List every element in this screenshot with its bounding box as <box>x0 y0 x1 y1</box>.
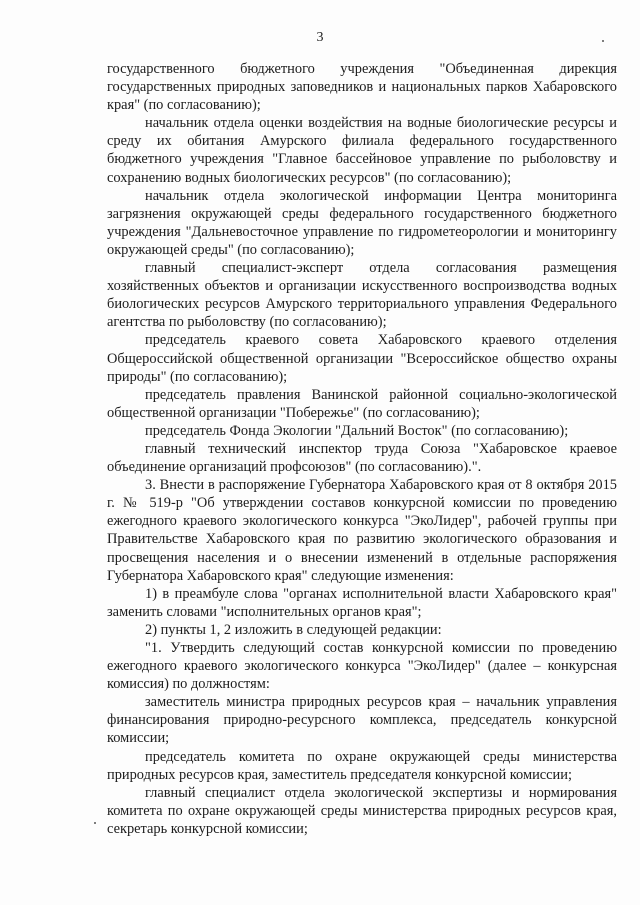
paragraph-labor-inspector: главный технический инспектор труда Союза "Хабаровское краевое объединение организаций профсоюзов" (по согласованию).". <box>107 440 617 476</box>
paragraph-poberezhye-chair: председатель правления Ванинской районной социально-экологической общественной организации "Побережье" (по согласованию); <box>107 386 617 421</box>
paragraph-fisheries-specialist: главный специалист-эксперт отдела согласования размещения хозяйственных объектов и организации искусственного воспроизводства водных биологических ресурсов Амурского территориального управления Федерального агентства по рыболовству (по согласованию); <box>107 260 617 331</box>
scan-speck <box>94 822 96 824</box>
paragraph-far-east-fund-chair: председатель Фонда Экологии "Дальний Восток" (по согласованию); <box>145 422 569 439</box>
paragraph-nature-society-chair: председатель краевого совета Хабаровского краевого отделения Общероссийской общественной организации "Всероссийское общество охраны природы" (по согласованию); <box>107 332 617 385</box>
paragraph-subitem-2: 2) пункты 1, 2 изложить в следующей редакции: <box>145 621 442 638</box>
scan-speck <box>602 40 604 42</box>
page-number: 3 <box>316 30 324 45</box>
paragraph-amur-branch-head: начальник отдела оценки воздействия на водные биологические ресурсы и среду их обитания Амурского филиала федерального государственного бюджетного учреждения "Главное бассейновое управление по рыболовству и сохранению водных биологических ресурсов" (по согласованию); <box>107 115 617 186</box>
document-body <box>107 60 617 838</box>
paragraph-commission-secretary: главный специалист отдела экологической экспертизы и нормирования комитета по охране окружающей среды министерства природных ресурсов края, секретарь конкурсной комиссии; <box>107 784 617 837</box>
paragraph-continuation: государственного бюджетного учреждения "Объединенная дирекция государственных природных заповедников и национальных парков Хабаровского края" (по согласованию); <box>107 61 617 114</box>
paragraph-item-3: 3. Внести в распоряжение Губернатора Хабаровского края от 8 октября 2015 г. № 519-р "Об утверждении составов конкурсной комиссии по проведению ежегодного краевого экологического конкурса "ЭкоЛидер", рабочей группы при Правительстве Хабаровского края по развитию экологического образования и просвещения населения и о внесении изменений в отдельные распоряжения Губернатора Хабаровского края" следующие изменения: <box>107 477 617 584</box>
paragraph-commission-composition: "1. Утвердить следующий состав конкурсной комиссии по проведению ежегодного краевого экологического конкурса "ЭкоЛидер" (далее – конкурсная комиссия) по должностям: <box>107 640 617 693</box>
paragraph-monitoring-center-head: начальник отдела экологической информации Центра мониторинга загрязнения окружающей среды федерального государственного бюджетного учреждения "Дальневосточное управление по гидрометеорологии и мониторингу окружающей среды" (по согласованию); <box>107 187 617 258</box>
paragraph-commission-chair: заместитель министра природных ресурсов края – начальник управления финансирования природно-ресурсного комплекса, председатель конкурсной комиссии; <box>107 694 617 747</box>
paragraph-commission-deputy: председатель комитета по охране окружающей среды министерства природных ресурсов края, заместитель председателя конкурсной комиссии; <box>107 748 617 783</box>
paragraph-subitem-1: 1) в преамбуле слова "органах исполнительной власти Хабаровского края" заменить словами "исполнительных органов края"; <box>107 585 617 620</box>
